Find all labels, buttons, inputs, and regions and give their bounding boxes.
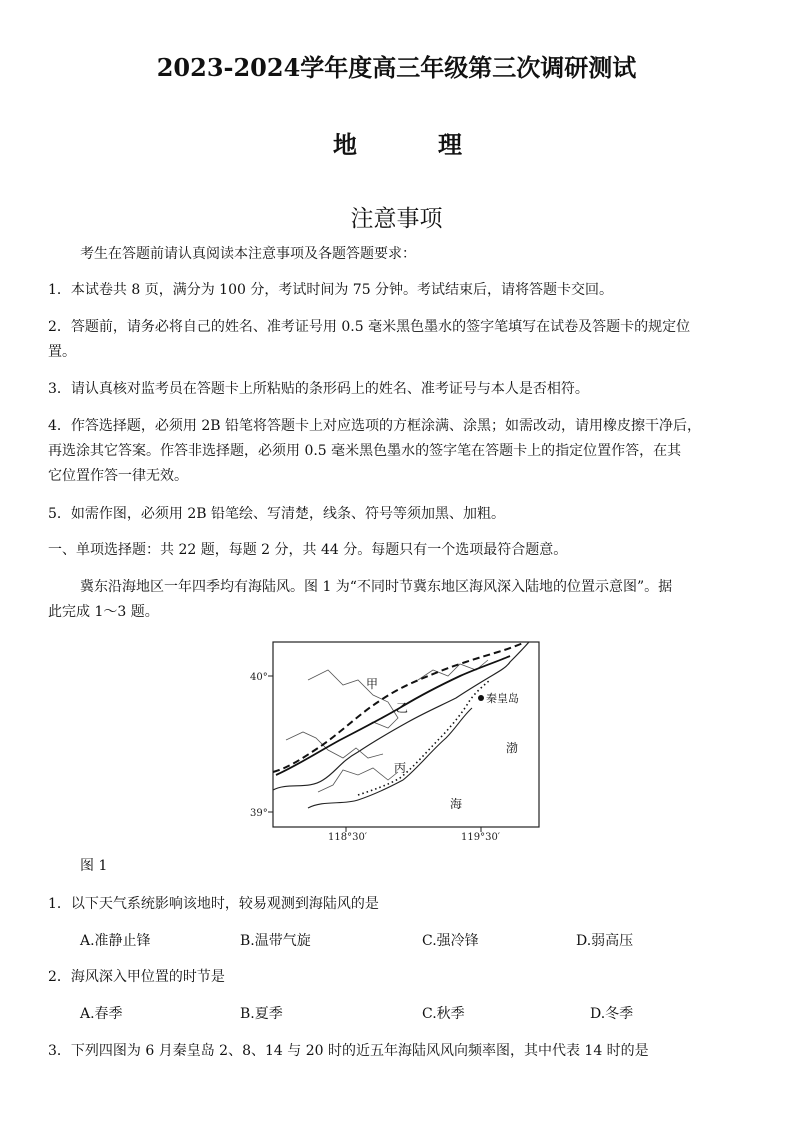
question-stem: 1．以下天气系统影响该地时，较易观测到海陆风的是 [48, 896, 379, 912]
lat-label-bottom: 39° [250, 808, 268, 819]
question-stem: 2．海风深入甲位置的时节是 [48, 969, 225, 985]
option[interactable]: D.弱高压 [576, 933, 634, 949]
city-dot [478, 695, 484, 701]
notice-intro: 考生在答题前请认真阅读本注意事项及各题答题要求： [80, 246, 416, 262]
notice-item: 2．答题前，请务必将自己的姓名、准考证号用 0.5 毫米黑色墨水的签字笔填写在试卷及答题卡的规定位 [48, 319, 691, 335]
notice-item: 它位置作答一律无效。 [48, 468, 188, 484]
figure-caption: 图 1 [80, 858, 108, 874]
label-jia: 甲 [366, 677, 379, 691]
label-city: 秦皇岛 [486, 692, 519, 705]
option[interactable]: B.夏季 [240, 1006, 283, 1022]
option[interactable]: A.春季 [80, 1006, 123, 1022]
sea-breeze-line-yi [276, 656, 510, 775]
label-yi: 乙 [396, 701, 409, 715]
notice-item: 置。 [48, 344, 76, 360]
exam-title: 2023-2024学年度高三年级第三次调研测试 [156, 53, 637, 82]
coastline-south [308, 708, 472, 808]
map-svg [248, 640, 548, 840]
lat-label-top: 40° [250, 672, 268, 683]
subject-char-left: 地 [333, 130, 357, 159]
passage-line: 此完成 1～3 题。 [48, 604, 159, 620]
lon-label-left: 118°30′ [328, 832, 368, 840]
option[interactable]: B.温带气旋 [240, 933, 311, 949]
option[interactable]: C.强冷锋 [422, 933, 479, 949]
passage-line: 冀东沿海地区一年四季均有海陆风。图 1 为“不同时节冀东地区海风深入陆地的位置示意图”。据 [80, 579, 673, 595]
notice-item: 4．作答选择题，必须用 2B 铅笔将答题卡上对应选项的方框涂满、涂黑；如需改动，请用橡皮擦干净后， [48, 418, 702, 434]
boundary [308, 670, 398, 730]
map-frame [273, 642, 539, 827]
map-figure [248, 640, 548, 840]
notice-item: 1．本试卷共 8 页，满分为 100 分，考试时间为 75 分钟。考试结束后，请将答题卡交回。 [48, 282, 614, 298]
notice-item: 5．如需作图，必须用 2B 铅笔绘、写清楚，线条、符号等须加黑、加粗。 [48, 506, 506, 522]
notice-item: 再选涂其它答案。作答非选择题，必须用 0.5 毫米黑色墨水的签字笔在答题卡上的指定位置作答，在其 [48, 443, 682, 459]
subject-char-right: 理 [438, 130, 462, 159]
boundary [418, 660, 488, 680]
notice-item: 3．请认真核对监考员在答题卡上所粘贴的条形码上的姓名、准考证号与本人是否相符。 [48, 381, 589, 397]
label-bing: 丙 [394, 761, 407, 775]
option[interactable]: D.冬季 [590, 1006, 634, 1022]
lon-label-right: 119°30′ [461, 832, 501, 840]
notice-heading: 注意事项 [350, 206, 443, 232]
label-hai: 海 [450, 797, 463, 811]
section-heading: 一、单项选择题：共 22 题，每题 2 分，共 44 分。每题只有一个选项最符合题意。 [48, 542, 568, 558]
option[interactable]: A.准静止锋 [80, 933, 151, 949]
label-bo: 渤 [506, 741, 519, 755]
question-stem: 3．下列四图为 6 月秦皇岛 2、8、14 与 20 时的近五年海陆风风向频率图，其中代表 14 时的是 [48, 1043, 649, 1059]
option[interactable]: C.秋季 [422, 1006, 465, 1022]
